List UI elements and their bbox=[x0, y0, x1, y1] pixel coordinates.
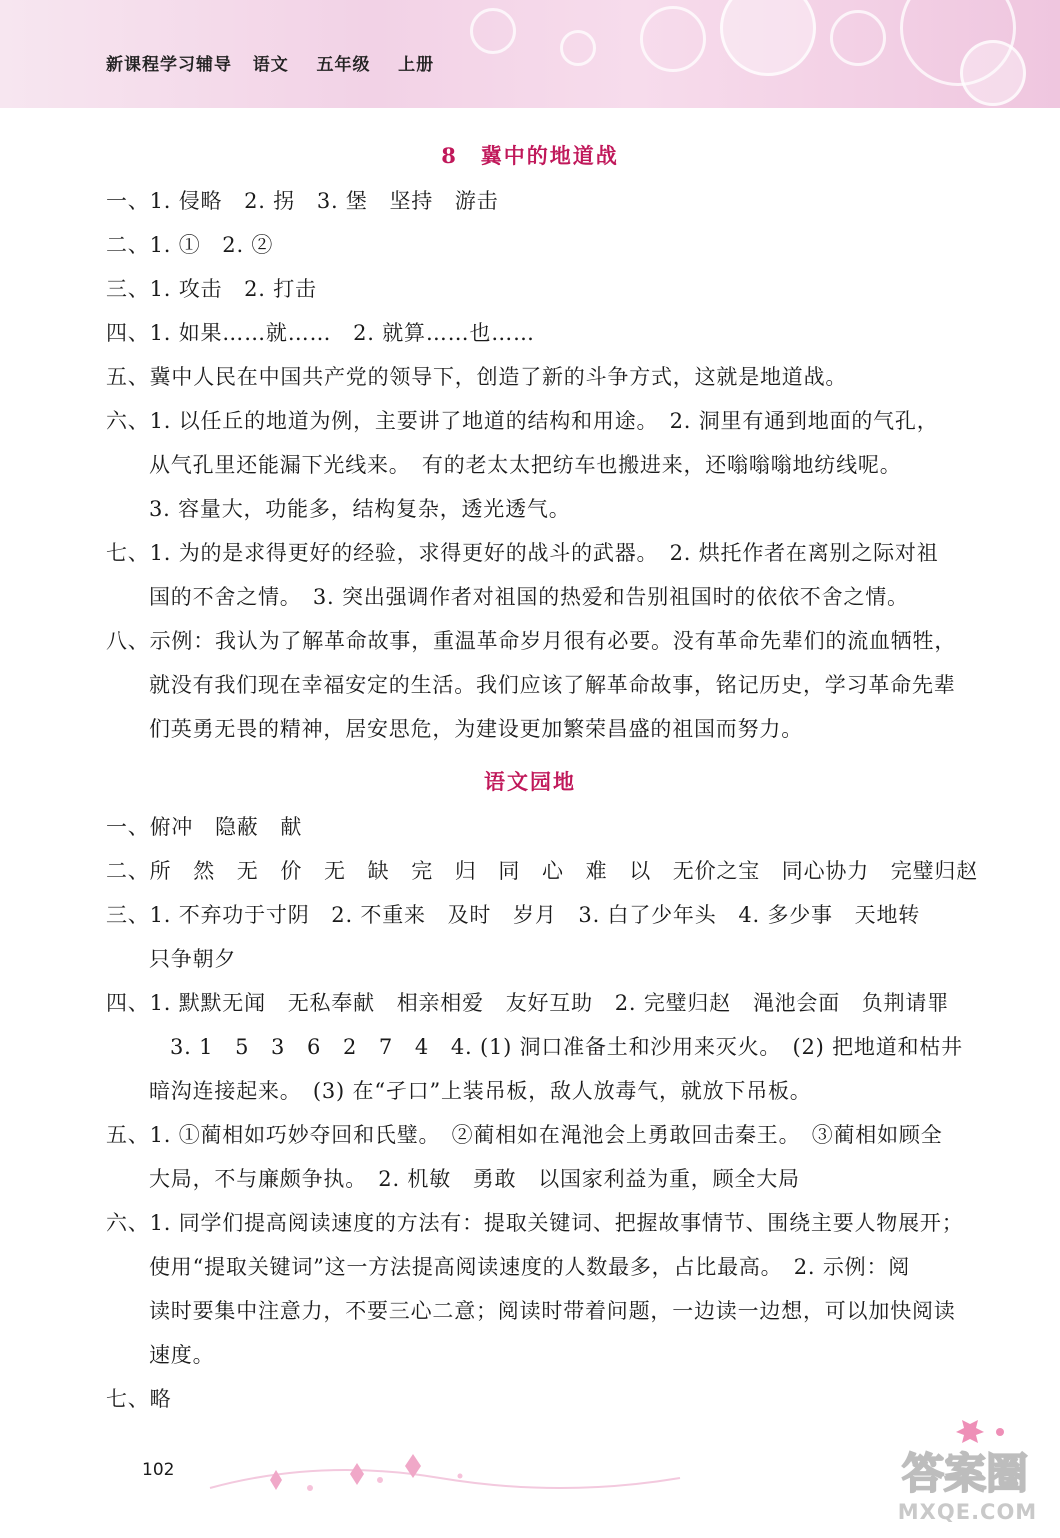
answer-line: 就没有我们现在幸福安定的生活。我们应该了解革命故事，铭记历史，学习革命先辈 bbox=[149, 673, 956, 697]
bubble-decoration bbox=[720, 0, 816, 76]
page-number: 102 bbox=[142, 1460, 175, 1480]
answer-line: 一、俯冲 隐蔽 献 bbox=[106, 815, 303, 839]
bubble-decoration bbox=[640, 6, 706, 72]
answer-line: 八、示例：我认为了解革命故事，重温革命岁月很有必要。没有革命先辈们的流血牺牲， bbox=[106, 629, 957, 653]
answer-line: 使用“提取关键词”这一方法提高阅读速度的人数最多，占比最高。 2. 示例：阅 bbox=[149, 1255, 911, 1279]
running-header bbox=[106, 50, 434, 75]
answer-line: 三、1. 不弃功于寸阴 2. 不重来 及时 岁月 3. 白了少年头 4. 多少事 天地转 bbox=[106, 903, 921, 927]
answer-line: 读时要集中注意力，不要三心二意；阅读时带着问题，一边读一边想，可以加快阅读 bbox=[149, 1299, 956, 1323]
header-volume: 上册 bbox=[398, 55, 435, 75]
header-grade: 五年级 bbox=[316, 55, 371, 75]
answer-line: 3. 1 5 3 6 2 7 4 4. (1) 洞口准备土和沙用来灭火。 (2) 把地道和枯井 bbox=[170, 1035, 963, 1059]
answer-line: 六、1. 以任丘的地道为例，主要讲了地道的结构和用途。 2. 洞里有通到地面的气孔， bbox=[106, 409, 939, 433]
header-book: 新课程学习辅导 bbox=[106, 55, 232, 75]
answer-line: 从气孔里还能漏下光线来。 有的老太太把纺车也搬进来，还嗡嗡嗡地纺线呢。 bbox=[149, 453, 902, 477]
answer-line: 四、1. 默默无闻 无私奉献 相亲相爱 友好互助 2. 完璧归赵 渑池会面 负荆请罪 bbox=[106, 991, 950, 1015]
answer-line: 国的不舍之情。 3. 突出强调作者对祖国的热爱和告别祖国时的依依不舍之情。 bbox=[149, 585, 909, 609]
svg-text:答案圈: 答案圈 bbox=[901, 1449, 1029, 1498]
answer-line: 五、1. ①蔺相如巧妙夺回和氏璧。 ②蔺相如在渑池会上勇敢回击秦王。 ③蔺相如顾全 bbox=[106, 1123, 943, 1147]
answer-line: 们英勇无畏的精神，居安思危，为建设更加繁荣昌盛的祖国而努力。 bbox=[149, 717, 803, 741]
header-subject: 语文 bbox=[252, 55, 289, 75]
answer-line: 速度。 bbox=[149, 1343, 215, 1367]
bubble-decoration bbox=[470, 8, 516, 54]
garden-title: 语文园地 bbox=[484, 769, 576, 794]
answer-line: 暗沟连接起来。 (3) 在“孑口”上装吊板，敌人放毒气，就放下吊板。 bbox=[149, 1079, 812, 1103]
bubble-decoration bbox=[830, 10, 886, 66]
lesson-title: 8 冀中的地道战 bbox=[441, 143, 619, 168]
answer-line: 二、1. ① 2. ② bbox=[106, 233, 274, 257]
watermark-url: MXQE.COM bbox=[897, 1500, 1038, 1524]
bubble-decoration bbox=[960, 40, 1026, 106]
answer-line: 五、冀中人民在中国共产党的领导下，创造了新的斗争方式，这就是地道战。 bbox=[106, 365, 848, 389]
answer-line: 七、略 bbox=[106, 1387, 172, 1411]
answer-line: 大局，不与廉颇争执。 2. 机敏 勇敢 以国家利益为重，顾全大局 bbox=[149, 1167, 800, 1191]
answer-line: 只争朝夕 bbox=[149, 947, 237, 971]
answer-line: 二、所 然 无 价 无 缺 完 归 同 心 难 以 无价之宝 同心协力 完璧归赵 bbox=[106, 859, 978, 883]
answer-line: 六、1. 同学们提高阅读速度的方法有：提取关键词、把握故事情节、围绕主要人物展开； bbox=[106, 1211, 964, 1235]
answer-line: 三、1. 攻击 2. 打击 bbox=[106, 277, 317, 301]
answer-line: 一、1. 侵略 2. 拐 3. 堡 坚持 游击 bbox=[106, 189, 499, 213]
answer-line: 七、1. 为的是求得更好的经验，求得更好的战斗的武器。 2. 烘托作者在离别之际对祖 bbox=[106, 541, 939, 565]
answer-line: 3. 容量大，功能多，结构复杂，透光透气。 bbox=[149, 497, 571, 521]
answer-line: 四、1. 如果……就…… 2. 就算……也…… bbox=[106, 321, 535, 345]
bubble-decoration bbox=[560, 30, 596, 66]
